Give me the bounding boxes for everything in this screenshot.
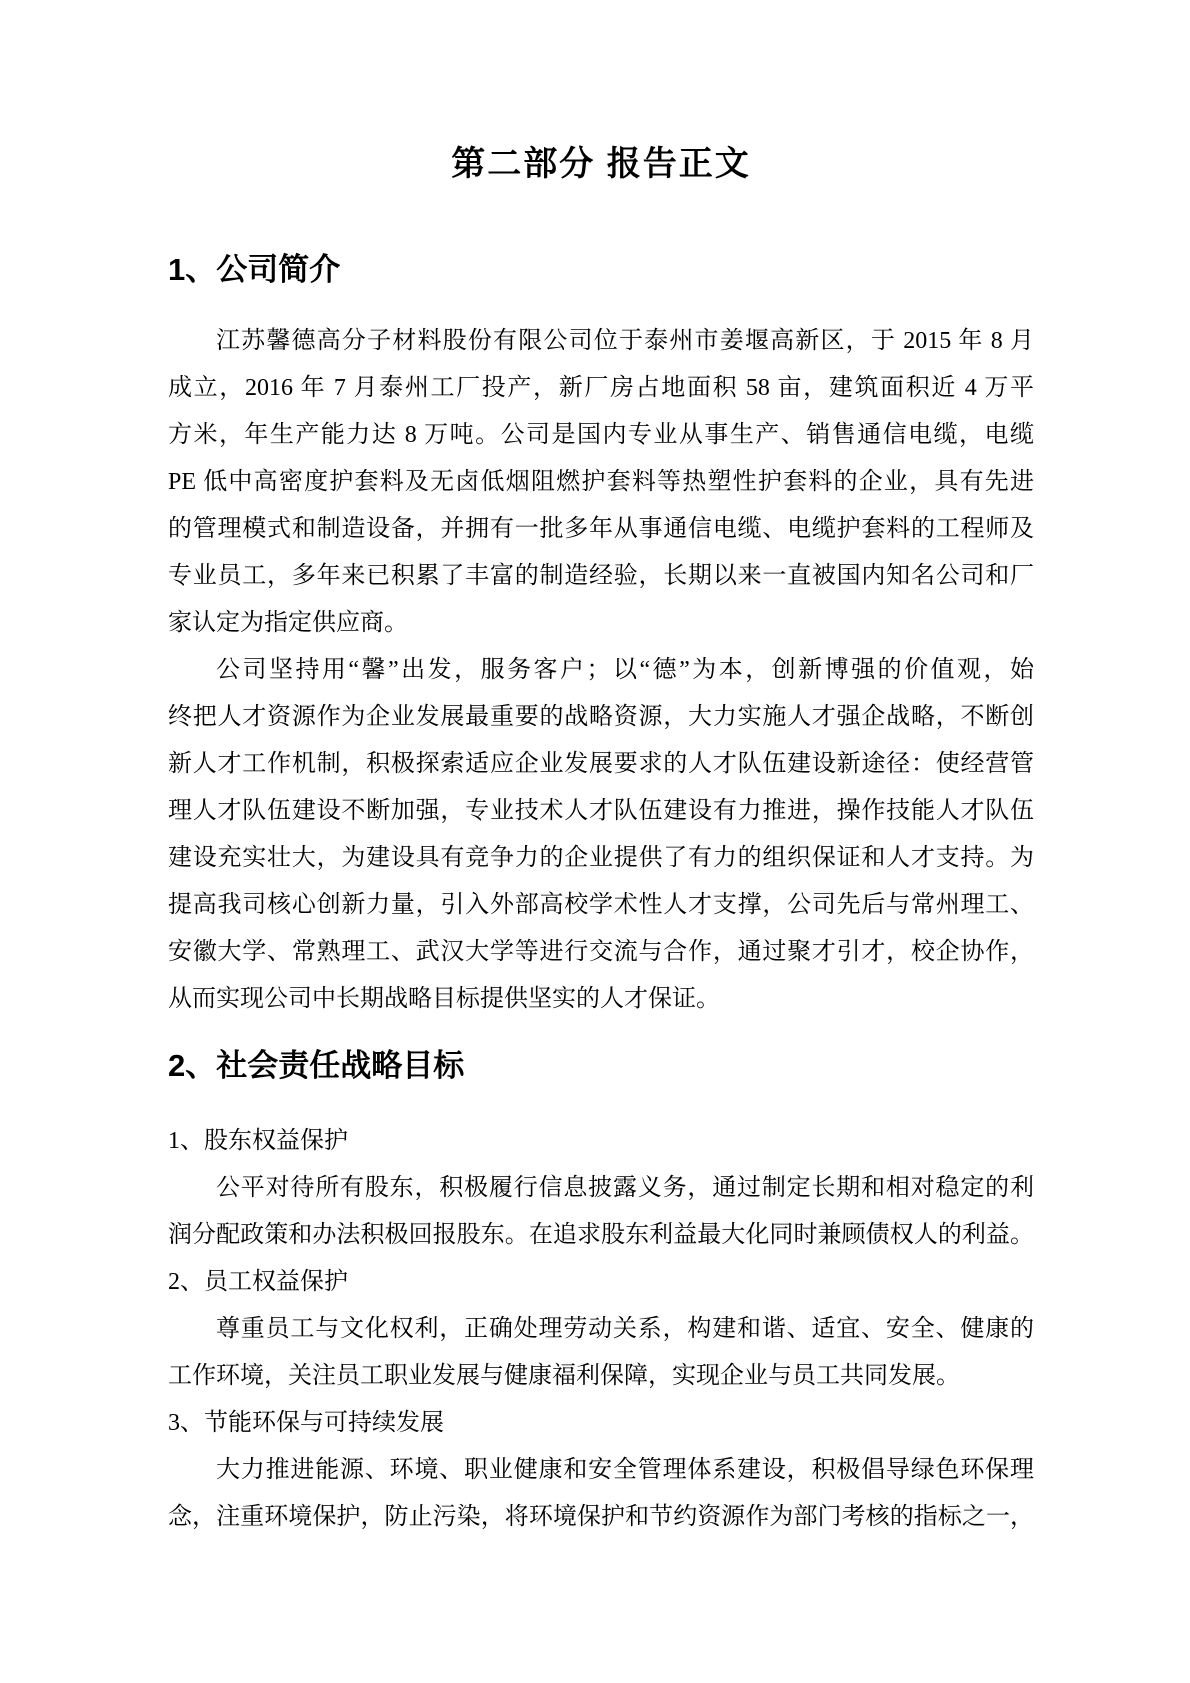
text-line-s2-9: 念，注重环境保护，防止污染，将环境保护和节约资源作为部门考核的指标之一， [168,1504,1034,1530]
text-line-p1-3: 方米，年生产能力达 8 万吨。公司是国内专业从事生产、销售通信电缆，电缆 [168,422,1034,448]
text-line-p2-7: 安徽大学、常熟理工、武汉大学等进行交流与合作，通过聚才引才，校企协作， [168,939,1034,965]
subheading: 3、节能环保与可持续发展 [168,1410,444,1436]
text-line-p2-6: 提高我司核心创新力量，引入外部高校学术性人才支撑，公司先后与常州理工、 [168,892,1034,918]
document-title: 第二部分 报告正文 [451,145,751,183]
page-content [168,0,1034,1541]
text-line-p1-2: 成立，2016 年 7 月泰州工厂投产，新厂房占地面积 58 亩，建筑面积近 4 万平 [168,375,1034,401]
text-line-p2-4: 理人才队伍建设不断加强，专业技术人才队伍建设有力推进，操作技能人才队伍 [168,798,1034,824]
subheading: 2、员工权益保护 [168,1269,348,1295]
text-line-s2-6: 工作环境，关注员工职业发展与健康福利保障，实现企业与员工共同发展。 [168,1363,960,1389]
text-line-p2-5: 建设充实壮大，为建设具有竞争力的企业提供了有力的组织保证和人才支持。为 [168,845,1034,871]
text-line-s2-5: 尊重员工与文化权利，正确处理劳动关系，构建和谐、适宜、安全、健康的 [216,1316,1034,1342]
text-line-p2-8: 从而实现公司中长期战略目标提供坚实的人才保证。 [168,986,720,1012]
text-line-p1-5: 的管理模式和制造设备，并拥有一批多年从事通信电缆、电缆护套料的工程师及 [168,516,1034,542]
subheading: 1、股东权益保护 [168,1128,348,1154]
section-1-heading: 1、公司简介 [168,252,341,287]
text-line-p2-1: 公司坚持用“馨”出发，服务客户；以“德”为本，创新博强的价值观，始 [216,657,1034,683]
text-line-p1-1: 江苏馨德高分子材料股份有限公司位于泰州市姜堰高新区，于 2015 年 8 月 [216,328,1034,354]
section-1-paragraph-2 [168,647,1034,1023]
text-line-s2-2: 公平对待所有股东，积极履行信息披露义务，通过制定长期和相对稳定的利 [216,1175,1034,1201]
text-line-p2-3: 新人才工作机制，积极探索适应企业发展要求的人才队伍建设新途径：使经营管 [168,751,1034,777]
text-line-p1-6: 专业员工，多年来已积累了丰富的制造经验，长期以来一直被国内知名公司和厂 [168,563,1034,589]
text-line-p1-4: PE 低中高密度护套料及无卤低烟阻燃护套料等热塑性护套料的企业，具有先进 [168,469,1034,495]
text-line-s2-3: 润分配政策和办法积极回报股东。在追求股东利益最大化同时兼顾债权人的利益。 [168,1222,1034,1248]
text-line-p2-2: 终把人才资源作为企业发展最重要的战略资源，大力实施人才强企战略，不断创 [168,704,1034,730]
section-1-paragraph-1 [168,318,1034,647]
section-2-body [168,1118,1034,1541]
section-2-heading: 2、社会责任战略目标 [168,1048,465,1083]
text-line-s2-8: 大力推进能源、环境、职业健康和安全管理体系建设，积极倡导绿色环保理 [216,1457,1034,1483]
text-line-p1-7: 家认定为指定供应商。 [168,610,408,636]
